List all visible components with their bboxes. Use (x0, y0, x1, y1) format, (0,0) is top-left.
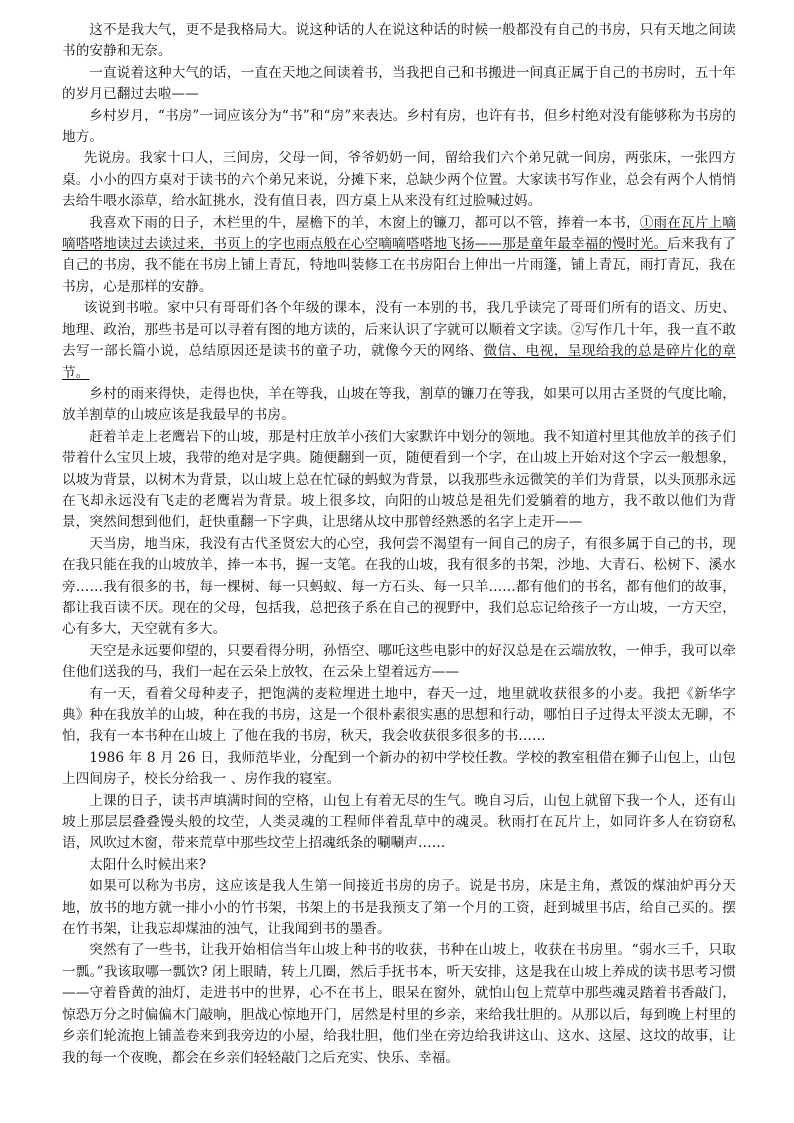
paragraph-2 (62, 63, 736, 106)
underlined-sentence-1: ①雨在瓦片上嘀嘀嗒嗒地读过去读过来，书页上的字也雨点般在心空嘀嘀嗒嗒地飞扬——那是童年最幸福的慢时光。 (62, 214, 737, 253)
paragraph-text: 先说房。我家十口人，三间房，父母一间，爷爷奶奶一间，留给我们六个弟兄就一间房，两张床，一张四方桌。小小的四方桌对于读书的六个弟兄来说，分摊下来，总缺少两个位置。大家读书写作业，总会有两个人悄悄去给牛喂水添草，给水缸挑水，没有值日表，四方桌上从来没有红过脸喊过妈。 (62, 150, 736, 210)
paragraph-9 (62, 534, 736, 641)
paragraph-text: 该说到书啦。家中只有哥哥们各个年级的课本，没有一本别的书，我几乎读完了哥哥们所有的语文、历史、地理、政治，那些书是可以寻着有图的地方读的，后来认识了字就可以顺着文字读。②写作几十年，我一直不敢去写一部长篇小说，总结原因还是读书的童子功，就像今天的网络、 (62, 300, 736, 360)
paragraph-1 (62, 20, 736, 63)
paragraph-15 (62, 876, 736, 940)
paragraph-text: 天当房，地当床，我没有古代圣贤宏大的心空，我何尝不渴望有一间自己的房子，有很多属于自己的书，现在我只能在我的山坡放羊，捧一本书，握一支笔。在我的山坡，我有很多的书架，沙地、大青石、松树下、溪水旁……我有很多的书，每一棵树、每一只蚂蚁、每一方石头、每一只羊……都有他们的书名，都有他们的故事，都让我百读不厌。现在的父母，包括我，总把孩子系在自己的视野中，我们总忘记给孩子一方山坡，一方天空，心有多大，天空就有多大。 (62, 535, 736, 638)
paragraph-6 (62, 298, 736, 384)
paragraph-text: 后来我有了自己的书房，我不能在书房上铺上青瓦，特地叫装修工在书房阳台上伸出一片雨篷，铺上青瓦，雨打青瓦，我在书房，心是那样的安静。 (62, 236, 737, 295)
paragraph-12 (62, 748, 736, 791)
paragraph-8 (62, 427, 736, 534)
paragraph-text: 一直说着这种大气的话，一直在天地之间读着书，当我把自己和书搬进一间真正属于自己的书房时，五十年的岁月已翻过去啦—— (62, 64, 736, 103)
paragraph-10 (62, 641, 736, 684)
paragraph-text: 上课的日子，读书声填满时间的空格，山包上有着无尽的生气。晚自习后，山包上就留下我一个人，还有山坡上那层层叠叠馒头般的坟茔，人类灵魂的工程师伴着乱草中的魂灵。秋雨打在瓦片上，如同许多人在窃窃私语，风吹过木窗，带来荒草中那些坟茔上招魂纸条的唰唰声…… (62, 792, 736, 852)
paragraph-text: 如果可以称为书房，这应该是我人生第一间接近书房的房子。说是书房，床是主角，煮饭的煤油炉再分天地，放书的地方就一排小小的竹书架，书架上的书是我预支了第一个月的工资，赶到城里书店，给自己买的。摆在竹书架，让我忘却煤油的浊气，让我闻到书的墨香。 (62, 878, 736, 938)
paragraph-4 (62, 148, 736, 212)
underlined-sentence-2: 微信、电视，呈现给我的总是碎片化的章节。 (62, 343, 736, 381)
paragraph-text: 乡村岁月，“书房”一词应该分为“书”和“房”来表达。乡村有房，也许有书，但乡村绝对没有能够称为书房的地方。 (62, 107, 736, 146)
paragraph-text: 1986 年 8 月 26 日，我师范毕业，分配到一个新办的初中学校任教。学校的教室租借在狮子山包上，山包上四间房子，校长分给我一 、房作我的寝室。 (62, 749, 736, 788)
paragraph-text: 这不是我大气，更不是我格局大。说这种话的人在说这种话的时候一般都没有自己的书房，只有天地之间读书的安静和无奈。 (62, 22, 736, 60)
paragraph-text: 天空是永远要仰望的，只要看得分明，孙悟空、哪吒这些电影中的好汉总是在云端放牧，一伸手，我可以牵住他们送我的马，我们一起在云朵上放牧，在云朵上望着远方—— (62, 642, 736, 681)
paragraph-11 (62, 684, 736, 748)
paragraph-7 (62, 384, 736, 427)
paragraph-text: 乡村的雨来得快，走得也快，羊在等我，山坡在等我，割草的镰刀在等我，如果可以用古圣贤的气度比喻，放羊割草的山坡应该是我最早的书房。 (62, 385, 736, 424)
paragraph-text: 有一天，看着父母种麦子，把饱满的麦粒埋进土地中，春天一过，地里就收获很多的小麦。我把《新华字典》种在我放羊的山坡，种在我的书房，这是一个很朴素很实惠的思想和行动，哪怕日子过得太平淡太无聊，不怕，我有一本书种在山坡上 了他在我的书房，秋天，我会收获很多很多的书…… (62, 685, 736, 745)
paragraph-16 (62, 940, 736, 1068)
paragraph-5 (62, 213, 736, 299)
paragraph-13 (62, 791, 736, 855)
paragraph-3 (62, 106, 736, 149)
paragraph-14 (62, 855, 736, 876)
paragraph-text: 赶着羊走上老鹰岩下的山坡，那是村庄放羊小孩们大家默许中划分的领地。我不知道村里其他放羊的孩子们带着什么宝贝上坡，我带的绝对是字典。随便翻到一页，随便看到一个字，在山坡上开始对这个字云一般想象，以坡为背景，以树木为背景，以山坡上总在忙碌的蚂蚁为背景，以我那些永远微笑的羊们为背景，以头顶那永远在飞却永远没有飞走的老鹰岩为背景。坡上很多坟，向阳的山坡总是祖先们爱躺着的地方，我不敢以他们为背景，突然间想到他们，赶快重翻一下字典，让思绪从坟中那曾经熟悉的名字上走开—— (62, 428, 736, 531)
paragraph-text: 突然有了一些书，让我开始相信当年山坡上种书的收获，书种在山坡上，收获在书房里。“弱水三千，只取一瓢。”我该取哪一瓢饮? 闭上眼睛，转上几圈，然后手抚书本，听天安排，这是我在山坡上养成的读书思考习惯——守着昏黄的油灯，走进书中的世界，心不在书上，眼呆在窗外，就怕山包上荒草中那些魂灵踏着书香敲门，惊恐万分之时偏偏木门敲响，胆战心惊地开门，居然是村里的乡亲，来给我壮胆的。从那以后，每到晚上村里的乡亲们轮流抱上铺盖卷来到我旁边的小屋，给我壮胆，他们坐在旁边给我讲这山、这水、这屋、这坟的故事，让我的每一个夜晚，都会在乡亲们轻轻敲门之后充实、快乐、幸福。 (62, 942, 736, 1066)
paragraph-text: 我喜欢下雨的日子，木栏里的牛，屋檐下的羊，木窗上的镰刀，都可以不管，捧着一本书， (89, 214, 640, 231)
paragraph-text: 太阳什么时候出来? (89, 856, 207, 873)
